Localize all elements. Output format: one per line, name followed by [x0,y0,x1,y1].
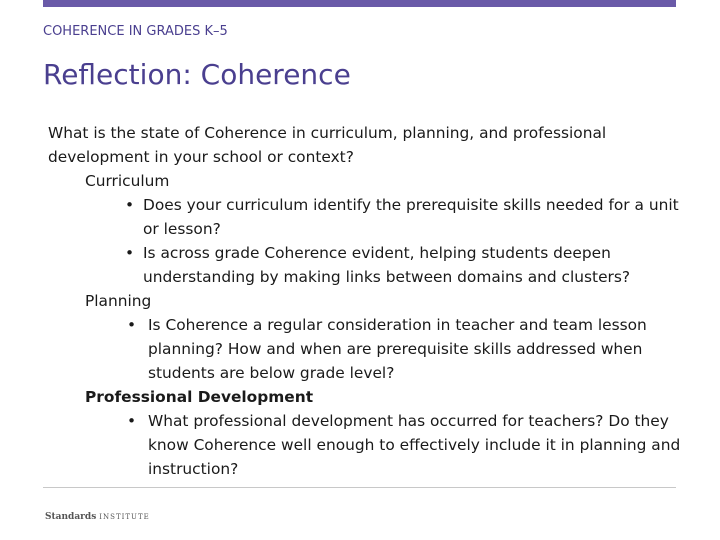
slide-body [48,121,688,481]
bullet-item [48,313,688,385]
footer-divider [43,487,676,488]
intro-question: What is the state of Coherence in curriculum, planning, and professional development in your school or context? [48,124,607,166]
bullet-icon: • [127,316,137,334]
top-accent-bar [43,0,676,7]
bullet-item [48,241,688,289]
standards-institute-logo [45,504,150,523]
section-label-professional-development: Professional Development [85,388,314,406]
bullet-text: Is Coherence a regular consideration in teacher and team lesson planning? How and when are prerequisite skills addressed when students are below grade level? [148,316,647,382]
bullet-icon: • [125,196,135,214]
bullet-item [48,193,688,241]
bullet-text: Is across grade Coherence evident, helping students deepen understanding by making links between domains and clusters? [143,244,631,286]
bullet-icon: • [127,412,137,430]
bullet-icon: • [125,244,135,262]
logo-primary-text: Standards [45,512,97,522]
section-label-curriculum: Curriculum [85,172,170,190]
logo-secondary-text: INSTITUTE [99,513,150,521]
section-label-planning: Planning [85,292,152,310]
bullet-text: Does your curriculum identify the prerequisite skills needed for a unit or lesson? [143,196,679,238]
slide-title: Reflection: Coherence [43,58,351,91]
bullet-item [48,409,688,481]
bullet-text: What professional development has occurred for teachers? Do they know Coherence well enough to effectively include it in planning and instruction? [148,412,681,478]
section-kicker: COHERENCE IN GRADES K–5 [43,24,228,39]
